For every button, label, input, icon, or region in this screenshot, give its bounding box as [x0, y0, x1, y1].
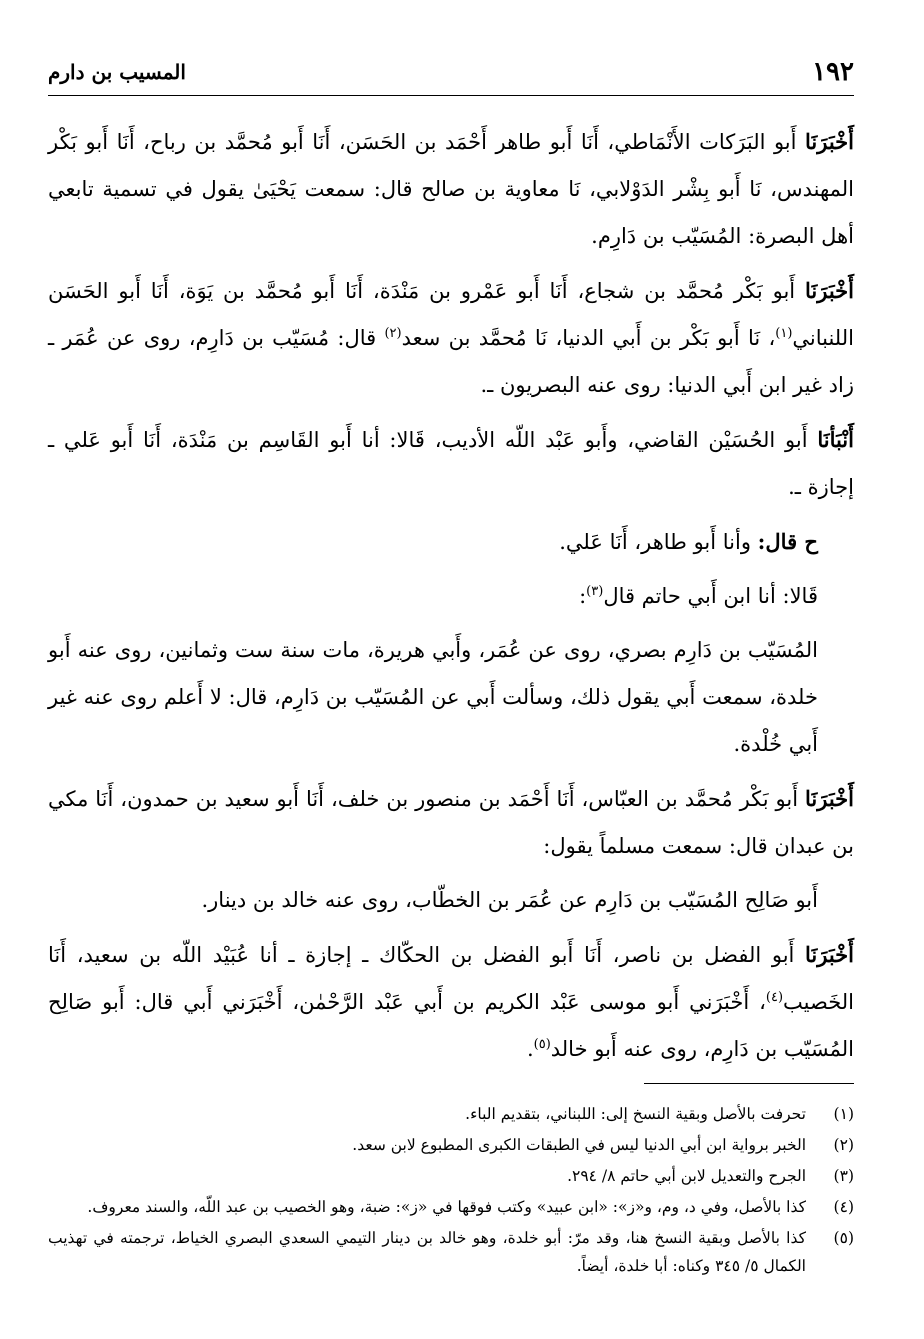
footnote-ref[interactable]: (٢): [384, 326, 402, 341]
paragraph-text: المُسَيّب بن دَارِم بصري، روى عن عُمَر، وأَبي هريرة، مات سنة ست وثمانين، روى عنه أَبو خلدة، سمعت أَبي يقول ذلك، وسألت أَبي عن المُسَيّب بن دَارِم، قال: لا أَعلم روى عنه غير أَبي خُلْدة.: [48, 638, 818, 756]
footnote-ref[interactable]: (١): [775, 326, 793, 341]
page-number: ١٩٢: [812, 56, 854, 87]
paragraph-text: قال: مُسَيّب بن دَارِم، روى عن عُمَر ـ زاد غير ابن أَبي الدنيا: روى عنه البصريون ـ.: [48, 326, 854, 397]
paragraph: [48, 627, 854, 768]
paragraph-text: أَبو الحُسَيْن القاضي، وأَبو عَبْد اللّه الأديب، قَالا: أنا أَبو القَاسِم بن مَنْدَة، أَنَا أَبو عَلي ـ إجازة ـ.: [48, 428, 854, 499]
page-header: [48, 48, 854, 96]
paragraph: [48, 931, 854, 1073]
footnote-ref[interactable]: (٥): [533, 1037, 551, 1052]
paragraph-lead: أَنْبَأنَا: [817, 427, 854, 452]
paragraph-text: قَالا: أنا ابن أَبي حاتم قال: [603, 584, 818, 608]
paragraph: [48, 775, 854, 870]
paragraph-lead: ح قال:: [757, 529, 818, 554]
paragraph: [48, 877, 854, 924]
paragraph-text: :: [579, 584, 587, 608]
paragraph-text: ، نَا أَبو بَكْر بن أَبي الدنيا، نَا مُحمَّد بن سعد: [401, 326, 776, 350]
footnote-text: الجرح والتعديل لابن أبي حاتم ٨/ ٢٩٤.: [567, 1167, 806, 1185]
footnote-number: (١): [833, 1105, 854, 1123]
paragraph: [48, 573, 854, 620]
paragraph: [48, 118, 854, 260]
footnote-ref[interactable]: (٣): [586, 584, 604, 599]
footnote-number: (٣): [833, 1167, 854, 1185]
paragraph-lead: أَخْبَرَنَا: [805, 942, 854, 967]
paragraph-text: أَبو الفضل بن ناصر، أَنَا أَبو الفضل بن الحكّاك ـ إجازة ـ أنا عُبَيْد اللّه بن سعيد، أَنَا الخَصيب: [48, 943, 854, 1014]
footnote: [48, 1224, 854, 1280]
footnote: [48, 1193, 854, 1221]
main-text: [48, 118, 854, 1073]
footnotes: [48, 1100, 854, 1280]
paragraph: [48, 518, 854, 566]
paragraph-lead: أَخْبَرَنَا: [805, 786, 854, 811]
page: [48, 48, 854, 1283]
paragraph-text: أَبو بَكْر مُحمَّد بن العبّاس، أَنَا أَحْمَد بن منصور بن خلف، أَنَا أَبو سعيد بن حمدون، أَنَا مكي بن عبدان قال: سمعت مسلماً يقول:: [48, 787, 854, 858]
paragraph-text: أَبو البَرَكات الأَنْمَاطي، أَنَا أَبو طاهر أَحْمَد بن الحَسَن، أَنَا أَبو مُحمَّد بن رباح، أَنَا أَبو بَكْر المهندس، نَا أَبو بِشْر الدَوْلابي، نَا معاوية بن صالح قال: سمعت يَحْيَىٰ يقول في تسمية تابعي أهل البصرة: المُسَيّب بن دَارِم.: [48, 130, 854, 248]
paragraph: [48, 267, 854, 409]
footnote-number: (٥): [833, 1229, 854, 1247]
footnote: [48, 1162, 854, 1190]
paragraph-text: أَبو بَكْر مُحمَّد بن شجاع، أَنَا أَبو عَمْرو بن مَنْدَة، أَنَا أَبو مُحمَّد بن يَوَة، أَنَا أَبو الحَسَن اللنباني: [48, 279, 854, 350]
footnote: [48, 1100, 854, 1128]
footnote-text: كذا بالأصل وبقية النسخ هنا، وقد مرّ: أبو خلدة، وهو خالد بن دينار التيمي السعدي البصري الخياط، ترجمته في تهذيب الكمال ٥/ ٣٤٥ وكناه: أبا خلدة، أيضاً.: [48, 1229, 806, 1275]
running-title: المسيب بن دارم: [48, 59, 186, 84]
footnote-number: (٢): [833, 1136, 854, 1154]
footnote-number: (٤): [833, 1198, 854, 1216]
paragraph-lead: أَخْبَرَنَا: [805, 129, 854, 154]
footnote: [48, 1131, 854, 1159]
footnote-text: تحرفت بالأصل وبقية النسخ إلى: اللبناني، بتقديم الباء.: [465, 1105, 806, 1123]
footnote-text: الخبر برواية ابن أبي الدنيا ليس في الطبقات الكبرى المطبوع لابن سعد.: [352, 1136, 806, 1154]
paragraph-text: .: [526, 1037, 534, 1061]
paragraph-text: أَبو صَالِح المُسَيّب بن دَارِم عن عُمَر بن الخطّاب، روى عنه خالد بن دينار.: [201, 888, 818, 912]
paragraph-text: وأنا أَبو طاهر، أَنَا عَلي.: [559, 530, 758, 554]
footnote-text: كذا بالأصل، وفي د، وم، و«ز»: «ابن عبيد» وكتب فوقها في «ز»: ضبة، وهو الخصيب بن عبد اللّه، والسند معروف.: [87, 1198, 806, 1216]
paragraph-lead: أَخْبَرَنَا: [805, 278, 854, 303]
footnote-ref[interactable]: (٤): [765, 990, 784, 1005]
paragraph-text: ، أَخْبَرَني أَبو موسى عَبْد الكريم بن أَبي عَبْد الرَّحْمٰن، أَخْبَرَني أَبي قال: أَبو صَالِح المُسَيّب بن دَارِم، روى عنه أَبو خالد: [48, 990, 854, 1061]
paragraph: [48, 416, 854, 511]
footnotes-divider: [644, 1083, 854, 1084]
